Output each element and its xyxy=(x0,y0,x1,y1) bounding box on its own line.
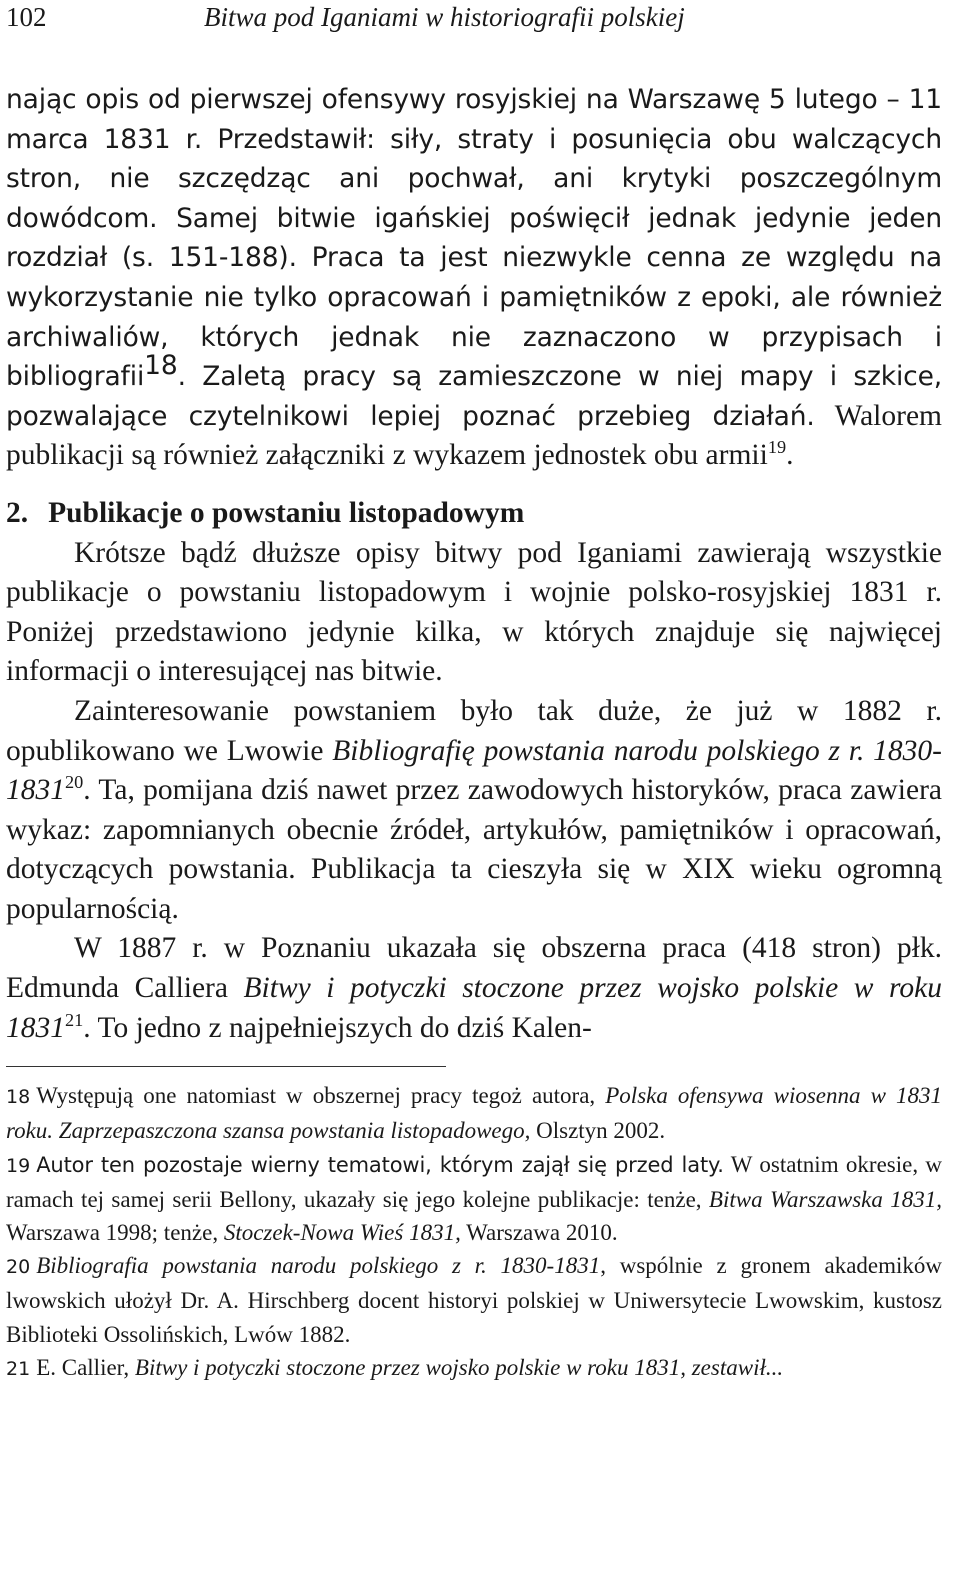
footnote-ref-20: 20 xyxy=(65,772,84,793)
book-title: Bitwy i potyczki stoczone przez wojsko polskie w roku 1831, zestawił... xyxy=(134,1354,784,1380)
text-run: Walorem publikacji są również załączniki z wykazem jednostek obu armii xyxy=(6,399,942,472)
text-run: W 1887 r. w Poznaniu ukazała się obszerna praca (418 stron) płk. Edmunda Calliera xyxy=(6,932,942,1005)
text-run: . Zaletą pracy są zamieszczone w niej mapy i szkice, pozwalające czytelnikowi lepiej poznać przebieg działań. xyxy=(6,361,942,432)
book-title: Bibliografia powstania narodu polskiego z r. 1830-1831 xyxy=(36,1253,601,1279)
section-number: 2. xyxy=(6,496,29,529)
section-title: Publikacje o powstaniu listopadowym xyxy=(48,496,525,529)
book-title: Bitwy i potyczki stoczone przez wojsko polskie w roku 1831 xyxy=(6,972,942,1044)
text-run: Warszawa 1998; tenże, xyxy=(6,1220,224,1246)
book-title: Bitwa Warszawska 1831, xyxy=(708,1186,942,1212)
footnote-number: 19 xyxy=(6,1154,31,1177)
book-page xyxy=(6,0,942,1386)
book-title: Stoczek-Nowa Wieś 1831, xyxy=(223,1220,461,1246)
paragraph: Krótsze bądź dłuższe opisy bitwy pod Iganiami zawierają wszystkie publikacje o powstaniu listopadowym i wojnie polsko-rosyjskiej 1831 r. Poniżej przedstawiono jedynie kilka, w których znajduje się najwięcej informacji o interesującej nas bitwie. xyxy=(6,536,942,688)
text-run: Warszawa 2010. xyxy=(460,1220,618,1246)
footnote-ref-19: 19 xyxy=(767,437,787,458)
running-header xyxy=(6,2,942,42)
text-run: . xyxy=(786,439,794,472)
footnote-ref-21: 21 xyxy=(65,1009,84,1030)
footnotes xyxy=(6,1079,942,1386)
page-number: 102 xyxy=(6,2,47,32)
paragraph-continued xyxy=(6,80,942,476)
footnote-18 xyxy=(6,1079,942,1147)
main-text xyxy=(6,80,942,1048)
text-run: nając opis od pierwszej ofensywy rosyjskiej na Warszawę 5 lutego – 11 marca 1831 r. Przedstawił: siły, straty i posunięcia obu walczących stron, nie szczędząc ani pochwał, ani krytyki poszczególnym dowódcom. Samej bitwie igańskiej poświęcił jednak jedynie jeden rozdział (s. 151-188). Praca ta jest niezwykle cenna ze względu na wykorzystanie nie tylko opracowań i pamiętników z epoki, ale również archiwaliów, których jednak nie zaznaczono w przypisach i bibliografii xyxy=(6,84,942,393)
text-run: Olsztyn 2002. xyxy=(530,1118,666,1144)
text-run: W ostatnim okresie, w ramach tej samej serii Bellony, ukazały się jego kolejne publikacje: tenże, xyxy=(6,1151,943,1212)
text-run: . To jedno z najpełniejszych do dziś Kalen- xyxy=(83,1011,592,1044)
text-run: E. Callier, xyxy=(36,1354,135,1380)
paragraph xyxy=(6,929,942,1048)
footnote-ref-18: 18 xyxy=(144,350,178,382)
section-heading xyxy=(6,494,942,534)
footnote-20 xyxy=(6,1249,942,1351)
text-run: , wspólnie z gronem akademików lwowskich ułożył Dr. A. Hirschberg docent historyi polskiej w Uniwersytecie Lwowskim, kustosz Biblioteki Ossolińskich, Lwów 1882. xyxy=(6,1253,942,1347)
footnote-number: 21 xyxy=(6,1357,31,1380)
running-title: Bitwa pod Iganiami w historiografii polskiej xyxy=(204,2,685,32)
text-run: Zainteresowanie powstaniem było tak duże, że już w 1882 r. opublikowano we Lwowie xyxy=(6,694,942,767)
text-run: . Ta, pomijana dziś nawet przez zawodowych historyków, praca zawiera wykaz: zapomnianych obecnie źródeł, artykułów, pamiętników i opracowań, dotyczących powstania. Publikacja ta cieszyła się w XIX wieku ogromną popularnością. xyxy=(6,774,942,925)
footnote-number: 18 xyxy=(6,1086,31,1109)
footnote-number: 20 xyxy=(6,1256,31,1279)
text-run: Występują one natomiast w obszernej pracy tegoż autora, xyxy=(36,1083,606,1109)
text-run: Autor ten pozostaje wierny tematowi, którym zajął się przed laty. xyxy=(36,1152,724,1177)
book-title: Bibliografię powstania narodu polskiego z r. 1830-1831 xyxy=(6,734,942,807)
footnote-separator xyxy=(6,1066,446,1067)
footnote-21 xyxy=(6,1351,942,1386)
book-title: Polska ofensywa wiosenna w 1831 roku. Zaprzepaszczona szansa powstania listopadowego, xyxy=(6,1083,942,1144)
paragraph xyxy=(6,692,942,930)
footnote-19 xyxy=(6,1148,942,1250)
